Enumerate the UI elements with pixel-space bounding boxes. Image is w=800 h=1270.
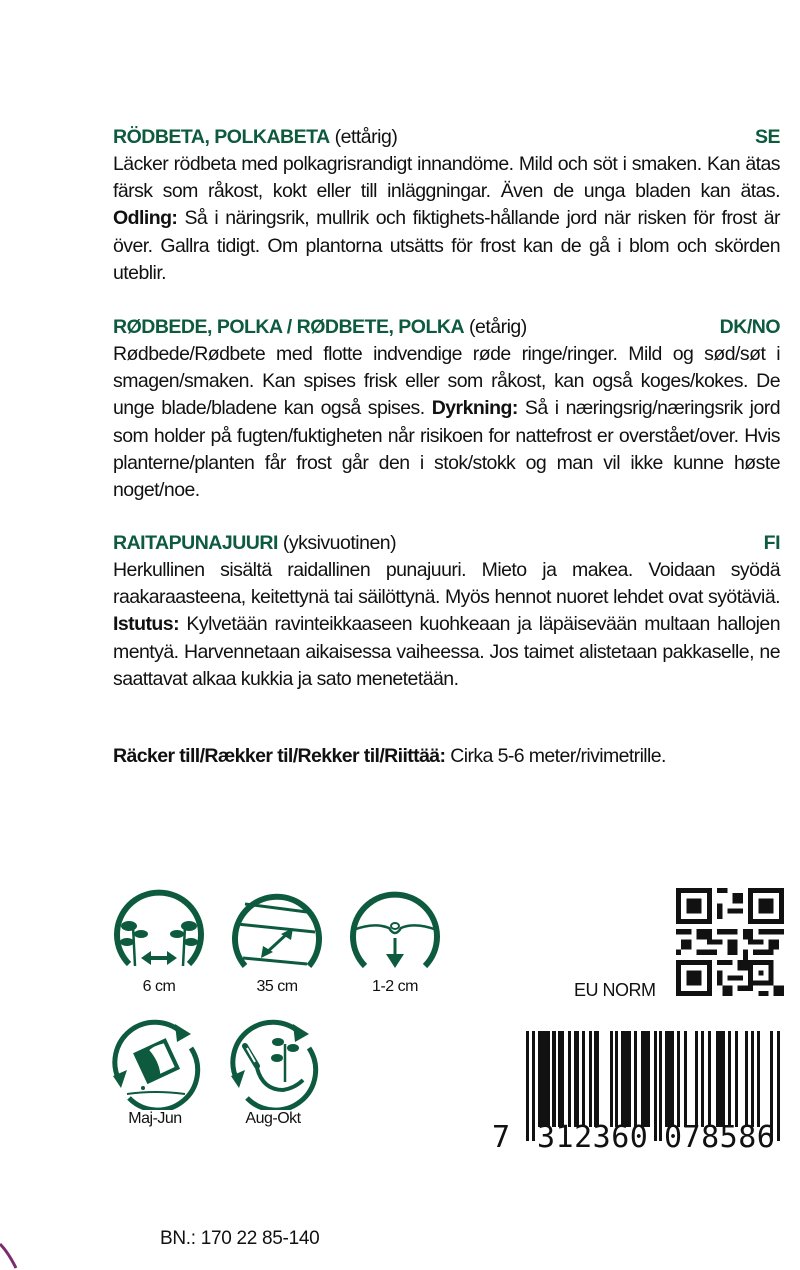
icon-label: Aug-Okt xyxy=(245,1110,301,1127)
bold-label: Odling: xyxy=(113,207,178,230)
icon-label: 35 cm xyxy=(256,978,298,995)
yield-value: Cirka 5-6 meter/rivimetrille. xyxy=(445,745,666,767)
decorative-swoosh xyxy=(0,1240,30,1270)
section-header xyxy=(113,124,780,151)
barcode[interactable] xyxy=(490,1015,790,1150)
text-part: Läcker rödbeta med polkagrisrandigt innandöme. Mild och söt i smaken. Kan ätas färsk som råkost, kokt eller till inläggningar. Även de unga bladen kan ätas. xyxy=(113,153,780,203)
barcode-first-digit: 7 xyxy=(492,1120,511,1150)
sowing-depth-icon xyxy=(345,886,445,978)
text-part: Så i næringsrig/næringsrik jord som holder på fugten/fuktigheten når risikoen for nattefrost er overstået/over. Hvis planterne/planten får frost går den i stok/stokk og man vil ikke kunne høste noget/noe. xyxy=(113,397,780,502)
icon-label: 1-2 cm xyxy=(372,978,418,995)
section-header xyxy=(113,314,780,341)
barcode-right-digits: 078586 xyxy=(664,1120,776,1150)
yield-line xyxy=(113,745,793,768)
variety-subtitle: (etårig) xyxy=(468,316,527,338)
variety-subtitle: (yksivuotinen) xyxy=(282,532,397,554)
text-part: Rødbede/Rødbete med flotte indvendige røde ringe/ringer. Mild og sød/søt i smagen/smaken. Kan spises frisk eller som råkost, kan også koges/kokes. De unge blade/bladene kan også spises. xyxy=(113,343,780,420)
section-fi xyxy=(113,530,780,693)
qr-code[interactable] xyxy=(676,888,784,996)
sowing-depth xyxy=(340,886,450,996)
harvest-time xyxy=(218,1018,328,1128)
bold-label: Istutus: xyxy=(113,613,180,636)
language-code: FI xyxy=(763,532,780,554)
barcode-left-digits: 312360 xyxy=(537,1120,649,1150)
section-header xyxy=(113,530,780,557)
barcode-bars xyxy=(490,1015,790,1150)
harvest-time-icon xyxy=(223,1018,323,1110)
language-code: SE xyxy=(754,126,780,148)
eu-norm-label: EU NORM xyxy=(574,980,656,1000)
yield-label: Räcker till/Rækker til/Rekker til/Riittää: xyxy=(113,745,446,767)
row-spacing xyxy=(222,886,332,996)
variety-title: RØDBEDE, POLKA / RØDBETE, POLKA xyxy=(113,316,465,338)
variety-title: RÖDBETA, POLKABETA xyxy=(113,126,330,148)
text-part: Så i näringsrik, mullrik och fiktighets-hållande jord när risken för frost är över. Gallra tidigt. Om plantorna utsätts för frost kan de gå i blom och skörden uteblir. xyxy=(113,207,780,284)
sowing-time xyxy=(100,1018,210,1128)
plant-spacing-icon xyxy=(109,886,209,978)
batch-number: BN.: 170 22 85-140 xyxy=(160,1228,320,1249)
variety-title: RAITAPUNAJUURI xyxy=(113,532,278,554)
language-code: DK/NO xyxy=(719,316,780,338)
text-part: Kylvetään ravinteikkaaseen kuohkeaan ja läpäisevään multaan hallojen mentyä. Harvennetaan aikaisessa vaiheessa. Jos taimet alistetaan pakkaselle, ne saattavat alkaa kukkia ja sato menetetään. xyxy=(113,613,780,690)
text-part: Herkullinen sisältä raidallinen punajuuri. Mieto ja makea. Voidaan syödä raakaraasteena, keitettynä tai säilöttynä. Myös hennot nuoret lehdet ovat syötäviä. xyxy=(113,559,780,609)
section-text xyxy=(113,151,780,287)
icon-label: Maj-Jun xyxy=(128,1110,182,1127)
plant-spacing xyxy=(104,886,214,996)
sowing-time-icon xyxy=(105,1018,205,1110)
icon-label: 6 cm xyxy=(142,978,176,995)
section-se xyxy=(113,124,780,287)
row-spacing-icon xyxy=(227,886,327,978)
bold-label: Dyrkning: xyxy=(431,397,518,420)
section-text xyxy=(113,557,780,693)
section-text xyxy=(113,341,780,504)
section-dk-no xyxy=(113,314,780,504)
variety-subtitle: (ettårig) xyxy=(334,126,398,148)
